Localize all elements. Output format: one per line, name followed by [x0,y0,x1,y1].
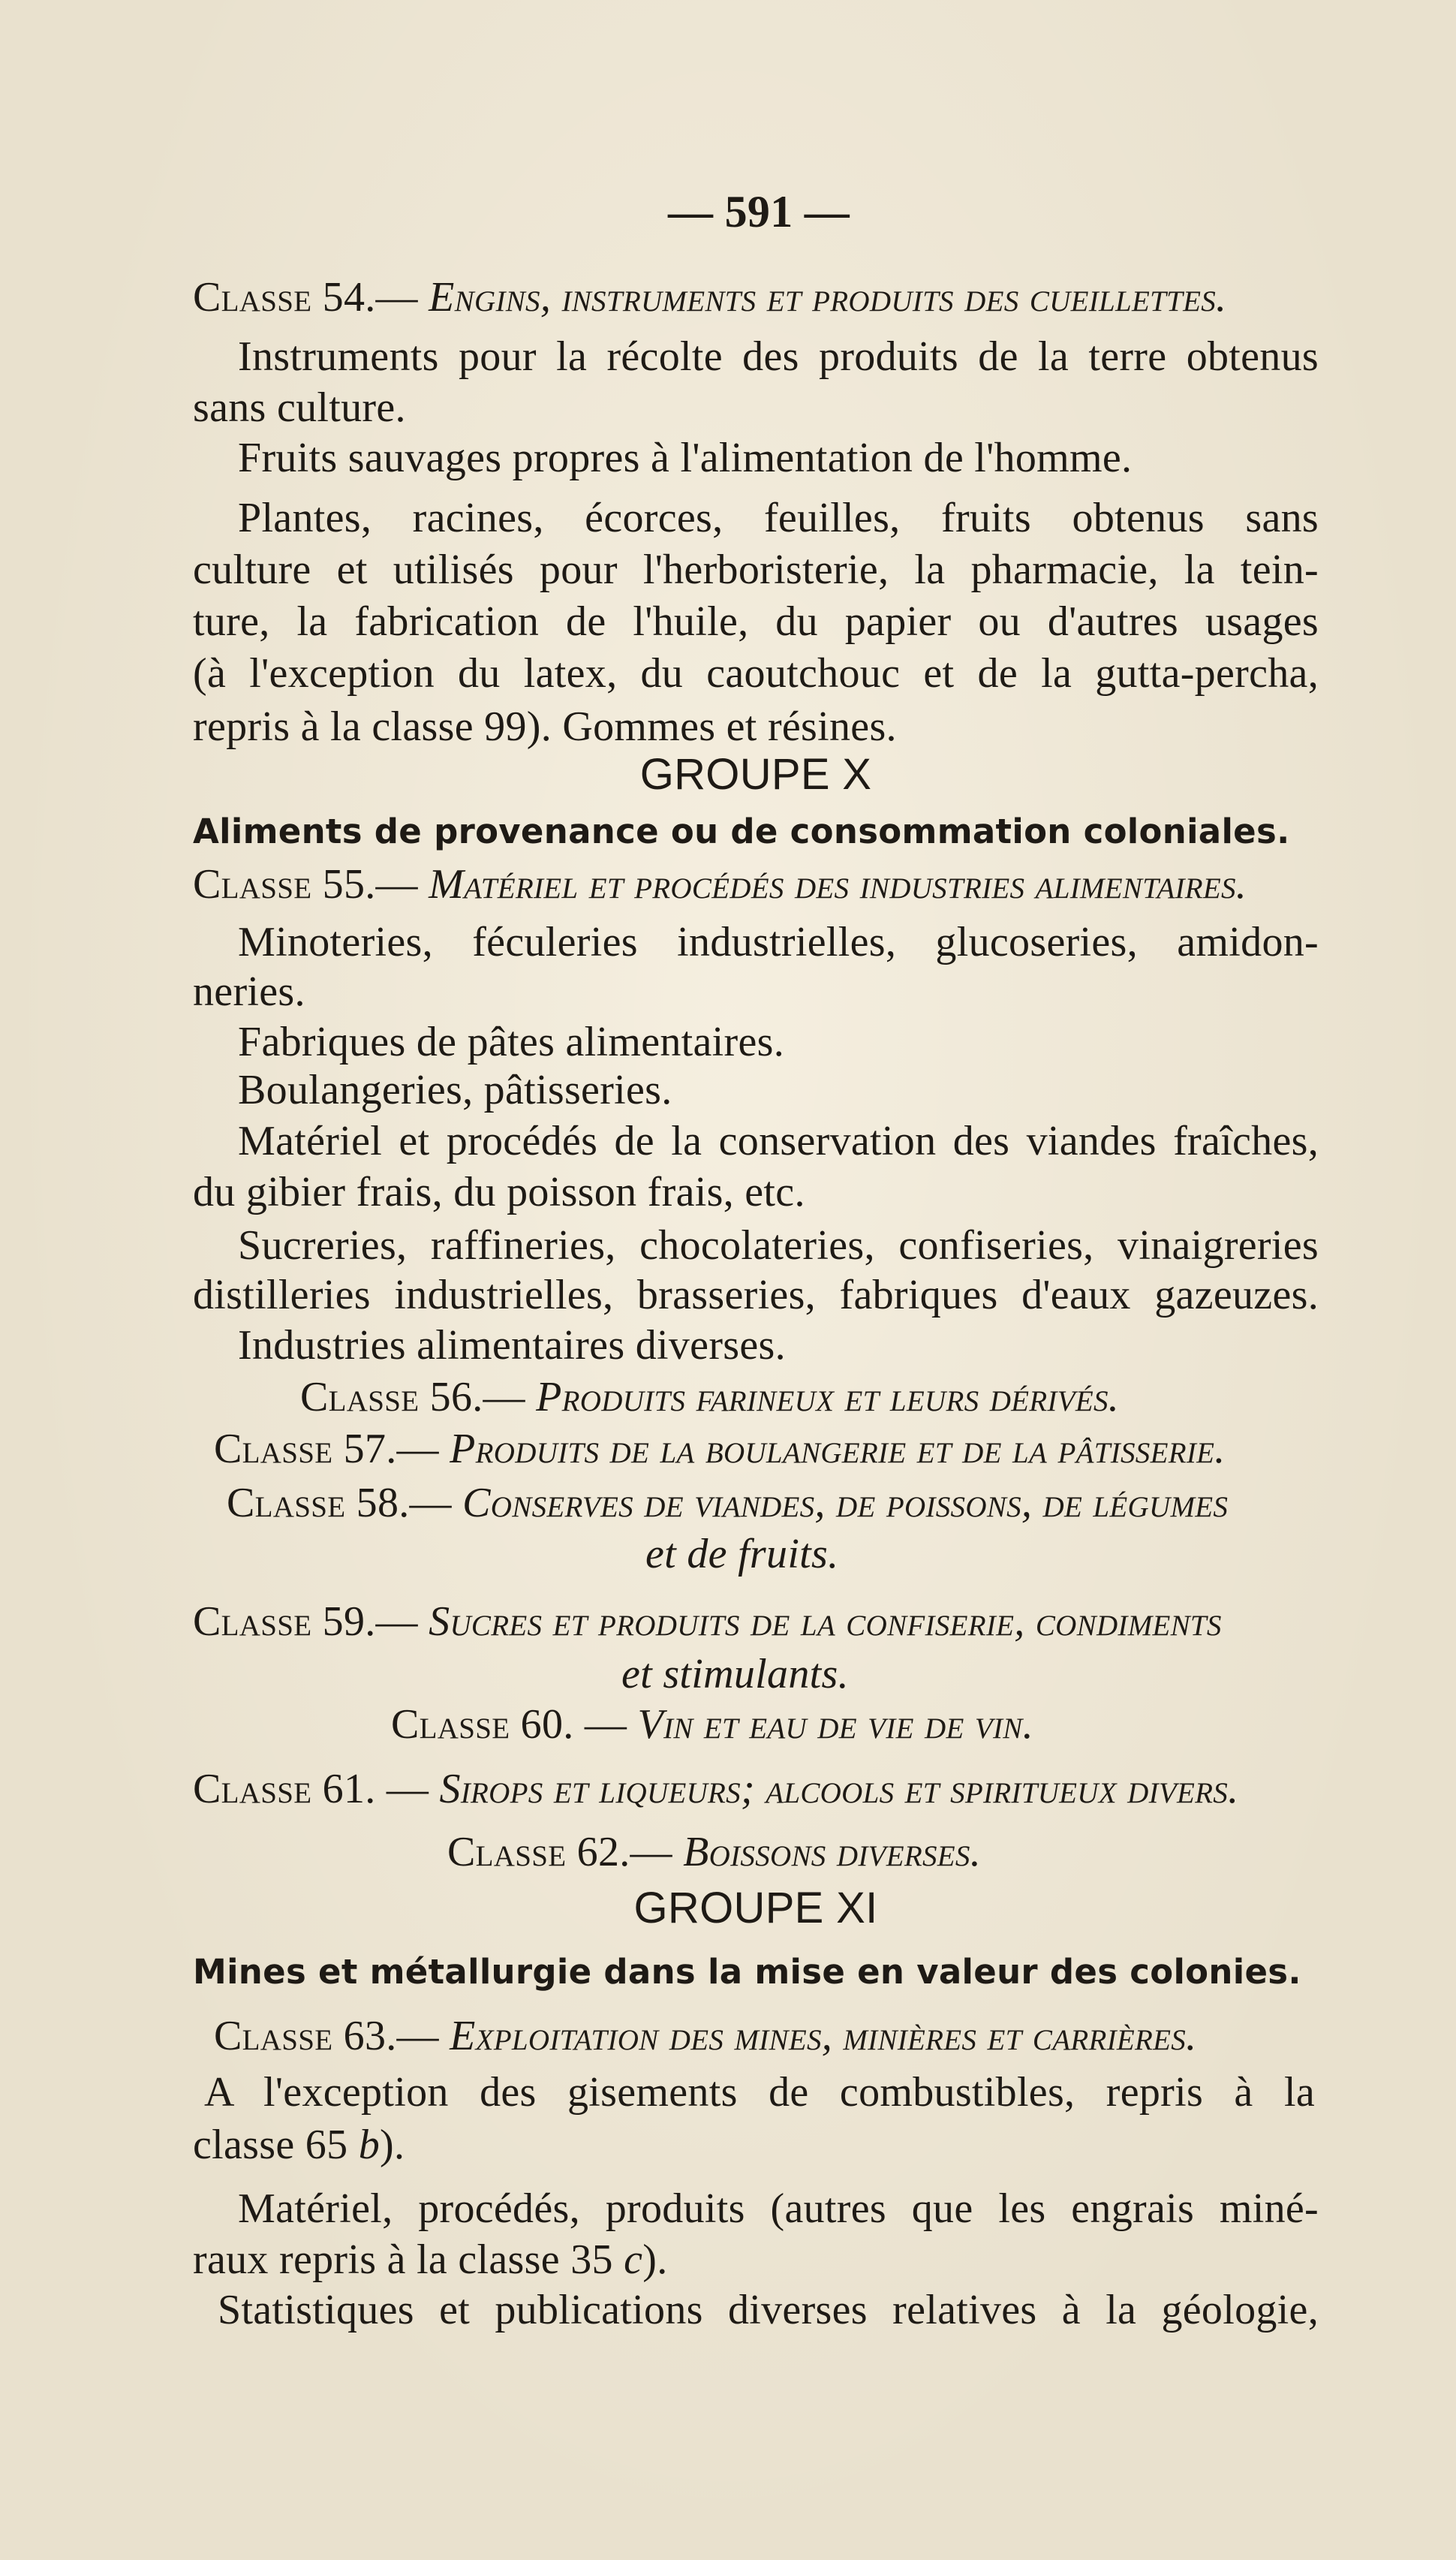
line-l35 [193,2121,405,2169]
text-segment: A l'exception des gisements de combustibles, repris à la [204,2069,1315,2116]
line-l7 [193,598,1319,646]
italic-text: b [358,2122,381,2168]
text-segment: Classe 56.— [300,1374,537,1420]
line-l17 [238,1117,1319,1165]
line-l33 [214,2012,1196,2060]
text-segment: Matériel, procédés, produits (autres que les engrais miné- [238,2185,1319,2232]
italic-text: c [624,2236,643,2283]
italic-text: Sirops et liqueurs; alcools et spiritueux divers. [439,1766,1239,1812]
text-segment: GROUPE X [639,750,872,799]
line-l26 [193,1598,1319,1646]
italic-text: Exploitation des mines, minières et carrières. [450,2013,1197,2059]
line-l16 [238,1066,672,1114]
line-l4 [238,434,1132,482]
text-segment: Boulangeries, pâtisseries. [238,1067,672,1113]
text-segment: ). [380,2122,405,2168]
italic-text: Matériel et procédés des industries alimentaires. [429,861,1247,908]
text-segment: Sucreries, raffineries, chocolateries, confiseries, vinaigreries [238,1222,1319,1269]
italic-text: Engins, instruments et produits des cueillettes. [429,274,1227,321]
text-segment: Industries alimentaires diverses. [238,1322,786,1369]
line-l29 [193,1765,1319,1813]
line-l9 [193,703,897,751]
page-number: — 591 — [668,187,850,236]
line-l13 [238,918,1319,966]
line-l3 [193,384,406,432]
italic-text: Produits farineux et leurs dérivés. [536,1374,1120,1420]
line-l30 [447,1828,981,1876]
line-l37 [193,2236,668,2284]
text-segment: culture et utilisés pour l'herboristerie, la pharmacie, la tein- [193,547,1319,593]
text-segment: Classe 54.— [193,274,429,321]
text-segment: Instruments pour la récolte des produits de la terre obtenus [238,333,1319,380]
text-segment: Classe 55.— [193,861,429,908]
line-l27 [621,1650,849,1698]
text-segment: ture, la fabrication de l'huile, du papier ou d'autres usages [193,598,1319,645]
italic-text: Produits de la boulangerie et de la pâtisserie. [450,1426,1226,1472]
italic-text: Conserves de viandes, de poissons, de légumes [462,1480,1229,1526]
line-l20 [193,1271,1319,1319]
line-l25 [645,1530,838,1578]
text-segment: du gibier frais, du poisson frais, etc. [193,1169,805,1215]
text-segment: Matériel et procédés de la conservation des viandes fraîches, [238,1118,1319,1164]
text-segment: et stimulants. [621,1651,849,1697]
line-l36 [238,2185,1319,2233]
italic-text: Vin et eau de vie de vin. [637,1701,1033,1748]
text-segment: GROUPE XI [633,1884,878,1932]
text-segment: et de fruits. [645,1531,839,1577]
line-l38 [218,2286,1319,2334]
text-segment: Aliments de provenance ou de consommation coloniales. [193,812,1290,851]
text-segment: Plantes, racines, écorces, feuilles, fruits obtenus sans [238,495,1319,541]
text-segment: Classe 61. — [193,1766,440,1812]
text-segment: ). [642,2236,668,2283]
text-segment: Classe 62.— [447,1829,684,1875]
line-l18 [193,1168,805,1216]
group-x-subtitle [193,808,1319,856]
text-segment: Classe 58.— [227,1480,463,1526]
text-segment: repris à la classe 99). Gommes et résines. [193,703,897,750]
line-l22 [300,1373,1119,1421]
text-segment: classe 65 [193,2122,359,2168]
italic-text: Sucres et produits de la confiserie, condiments [429,1598,1222,1645]
text-segment: Classe 63.— [214,2013,450,2059]
italic-text: Boissons diverses. [683,1829,982,1875]
line-l21 [238,1321,786,1369]
text-segment: Fabriques de pâtes alimentaires. [238,1019,785,1065]
line-l2 [238,333,1319,381]
line-l23 [214,1425,1226,1473]
group-xi-heading [193,1884,1319,1932]
line-l14 [193,968,305,1016]
line-l12 [193,860,1319,908]
text-segment: Classe 60. — [391,1701,638,1748]
line-l15 [238,1018,784,1066]
line-l28 [391,1700,1033,1748]
text-segment: Statistiques et publications diverses relatives à la géologie, [218,2287,1319,2333]
text-segment: neries. [193,968,305,1015]
line-l5 [238,494,1319,542]
line-l8 [193,649,1319,697]
line-l34 [204,2068,1315,2116]
group-x-heading [193,751,1319,799]
line-l1 [193,273,1319,321]
group-xi-subtitle [193,1948,1319,1996]
text-segment: sans culture. [193,384,406,431]
text-segment: distilleries industrielles, brasseries, fabriques d'eaux gazeuzes. [193,1272,1319,1318]
text-segment: Classe 57.— [214,1426,450,1472]
text-segment: Mines et métallurgie dans la mise en valeur des colonies. [193,1952,1301,1992]
text-segment: Minoteries, féculeries industrielles, glucoseries, amidon- [238,919,1319,965]
line-l24 [227,1479,1315,1527]
text-segment: Fruits sauvages propres à l'alimentation de l'homme. [238,435,1133,481]
text-segment: raux repris à la classe 35 [193,2236,624,2283]
text-segment: (à l'exception du latex, du caoutchouc et de la gutta-percha, [193,650,1319,697]
line-l19 [238,1221,1319,1269]
line-l6 [193,546,1319,594]
text-segment: Classe 59.— [193,1598,429,1645]
